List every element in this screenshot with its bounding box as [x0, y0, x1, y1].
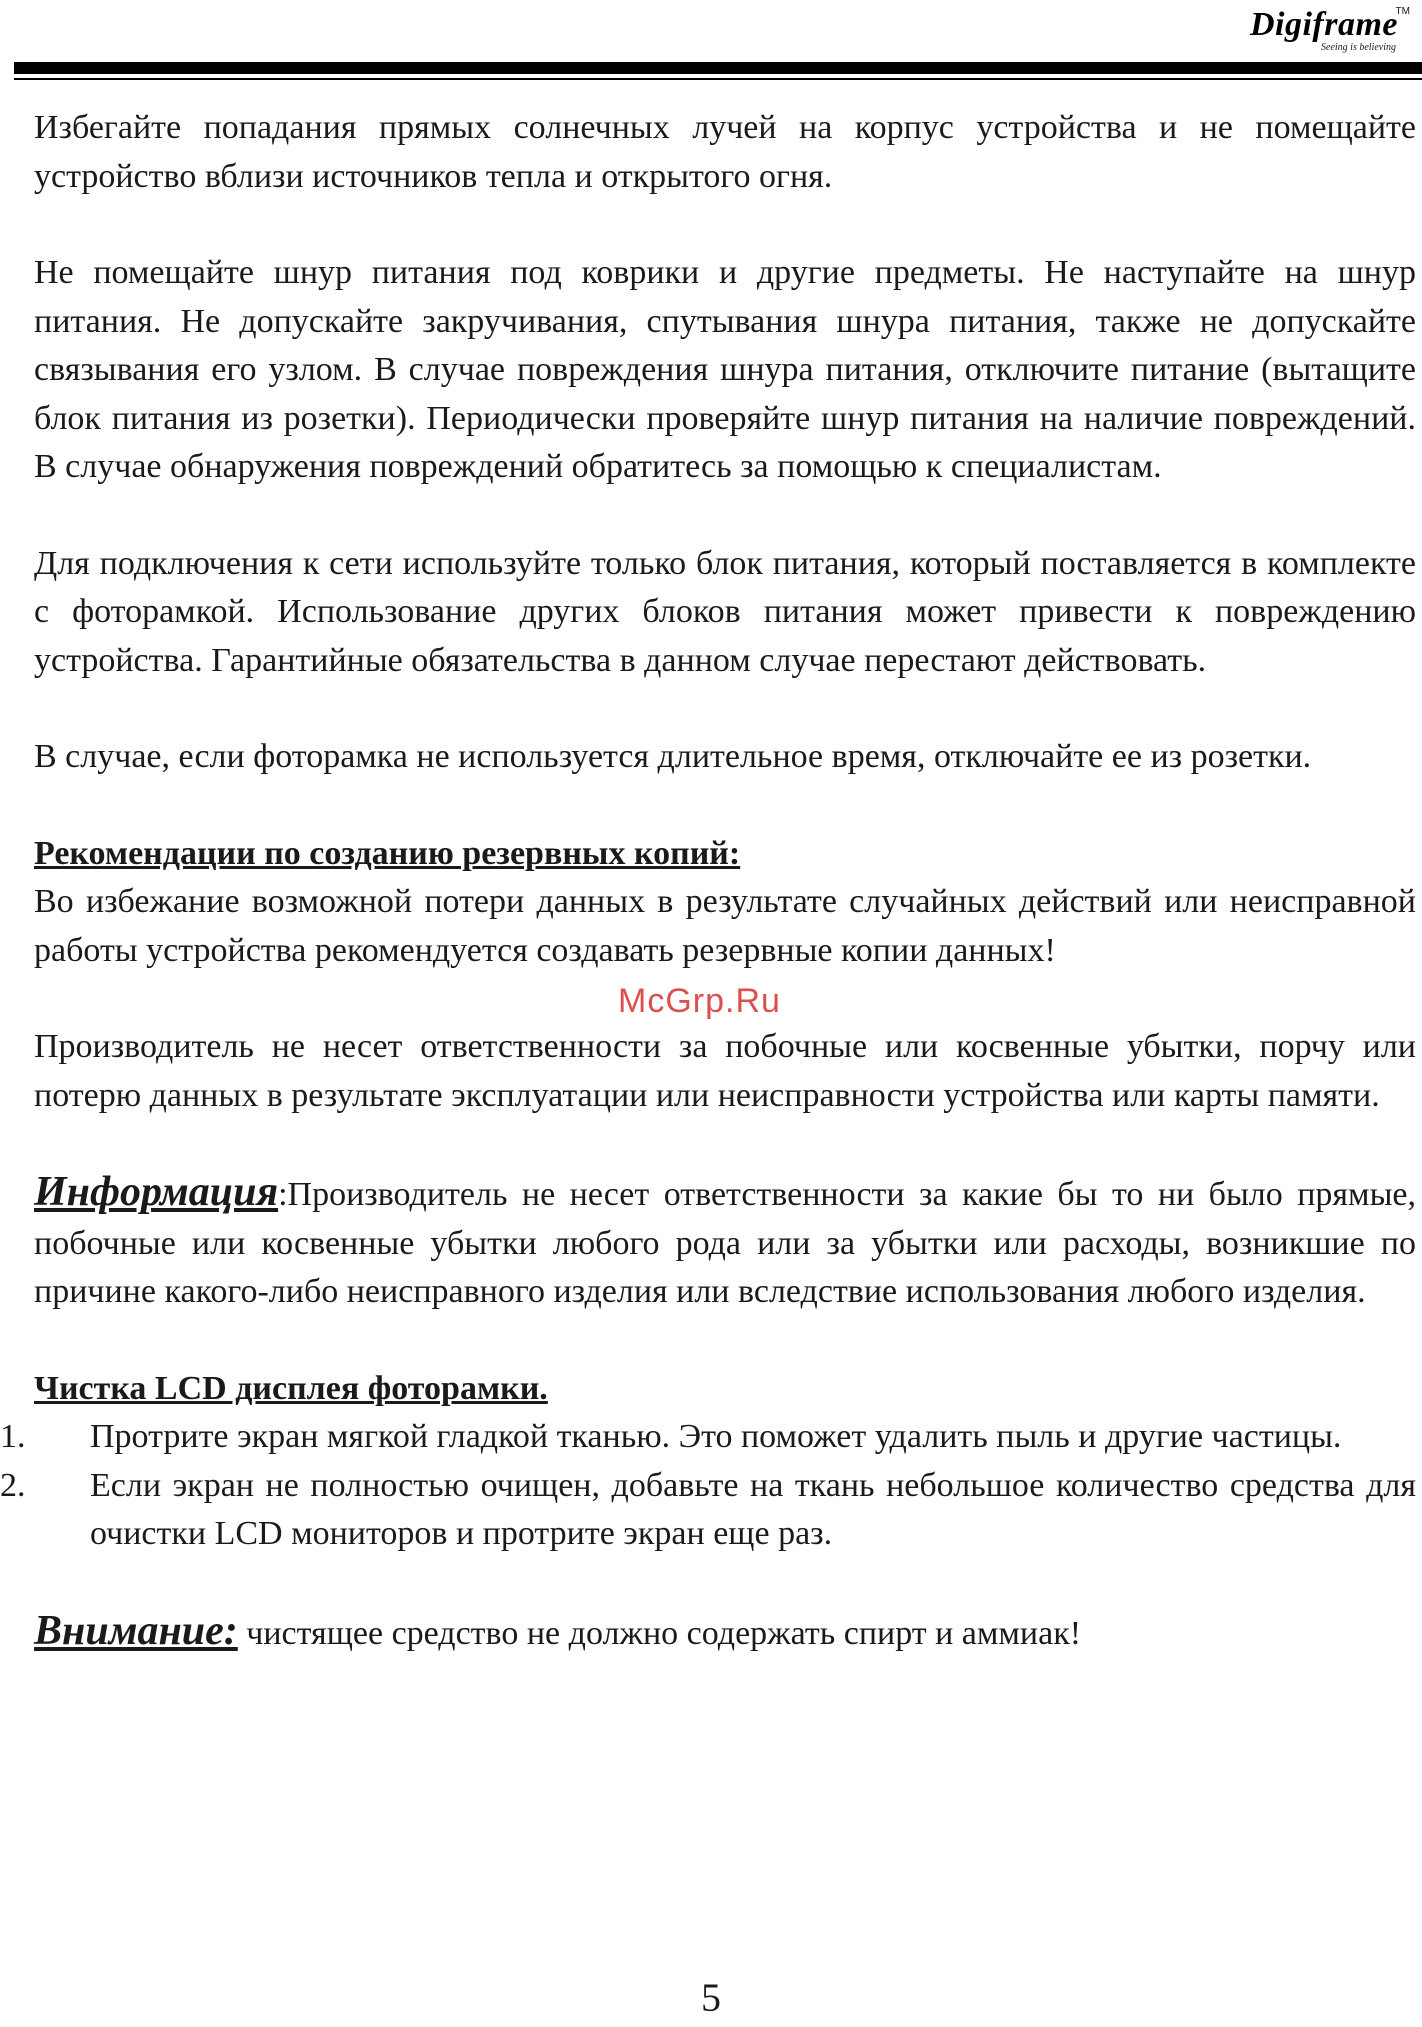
- paragraph-sunlight: Избегайте попадания прямых солнечных лучей на корпус устройства и не помещайте устройство вблизи источников тепла и открытого огня.: [34, 109, 1416, 195]
- page-number: 5: [701, 1975, 721, 2020]
- info-paragraph: [34, 1168, 1416, 1317]
- list-item: [0, 1462, 1416, 1559]
- watermark: McGrp.Ru: [618, 982, 781, 1020]
- logo-trademark: TM: [1395, 6, 1410, 17]
- list-item-number: 1.: [0, 1418, 26, 1455]
- info-label: Информация: [34, 1169, 279, 1215]
- paragraph-unplug: В случае, если фоторамка не используется длительное время, отключайте ее из розетки.: [34, 738, 1312, 775]
- info-text: :Производитель не несет ответственности за какие бы то ни было прямые, побочные или косвенные убытки любого рода или за убытки или расходы, возникшие по причине какого-либо неисправного изделия или вследствие использования любого изделия.: [34, 1176, 1416, 1310]
- list-item-text: Протрите экран мягкой гладкой тканью. Это поможет удалить пыль и другие частицы.: [90, 1418, 1342, 1455]
- cleaning-steps-list: [0, 1413, 1416, 1559]
- list-item: [0, 1413, 1416, 1462]
- list-item-text: Если экран не полностью очищен, добавьте на ткань небольшое количество средства для очистки LCD мониторов и протрите экран еще раз.: [90, 1466, 1416, 1552]
- header-rule: [14, 62, 1422, 74]
- cleaning-heading: Чистка LCD дисплея фоторамки.: [34, 1369, 548, 1407]
- warning-paragraph: [34, 1607, 1416, 1659]
- paragraph-power-cord: Не помещайте шнур питания под коврики и другие предметы. Не наступайте на шнур питания. Не допускайте закручивания, спутывания шнура питания, также не допускайте связывания его узлом. В случае повреждения шнура питания, отключите питание (вытащите блок питания из розетки). Периодически проверяйте шнур питания на наличие повреждений. В случае обнаружения повреждений обратитесь за помощью к специалистам.: [34, 254, 1416, 485]
- brand-logo: [1249, 4, 1410, 60]
- backup-heading: Рекомендации по созданию резервных копий:: [34, 834, 741, 872]
- logo-brand-name: Digiframe: [1249, 6, 1398, 43]
- backup-disclaimer: Производитель не несет ответственности за побочные или косвенные убытки, порчу или потерю данных в результате эксплуатации или неисправности устройства или карты памяти.: [34, 1028, 1416, 1114]
- backup-text: Во избежание возможной потери данных в результате случайных действий или неисправной работы устройства рекомендуется создавать резервные копии данных!: [34, 883, 1416, 969]
- warning-label: Внимание:: [34, 1607, 238, 1654]
- warning-text: чистящее средство не должно содержать спирт и аммиак!: [237, 1614, 1082, 1652]
- page-content: [0, 104, 1416, 1658]
- logo-tagline: Seeing is believing: [1321, 42, 1396, 53]
- paragraph-power-adapter: Для подключения к сети используйте только блок питания, который поставляется в комплекте с фоторамкой. Использование других блоков питания может привести к повреждению устройства. Гарантийные обязательства в данном случае перестают действовать.: [34, 544, 1416, 679]
- list-item-number: 2.: [0, 1466, 26, 1504]
- header-rule-thin: [14, 78, 1422, 80]
